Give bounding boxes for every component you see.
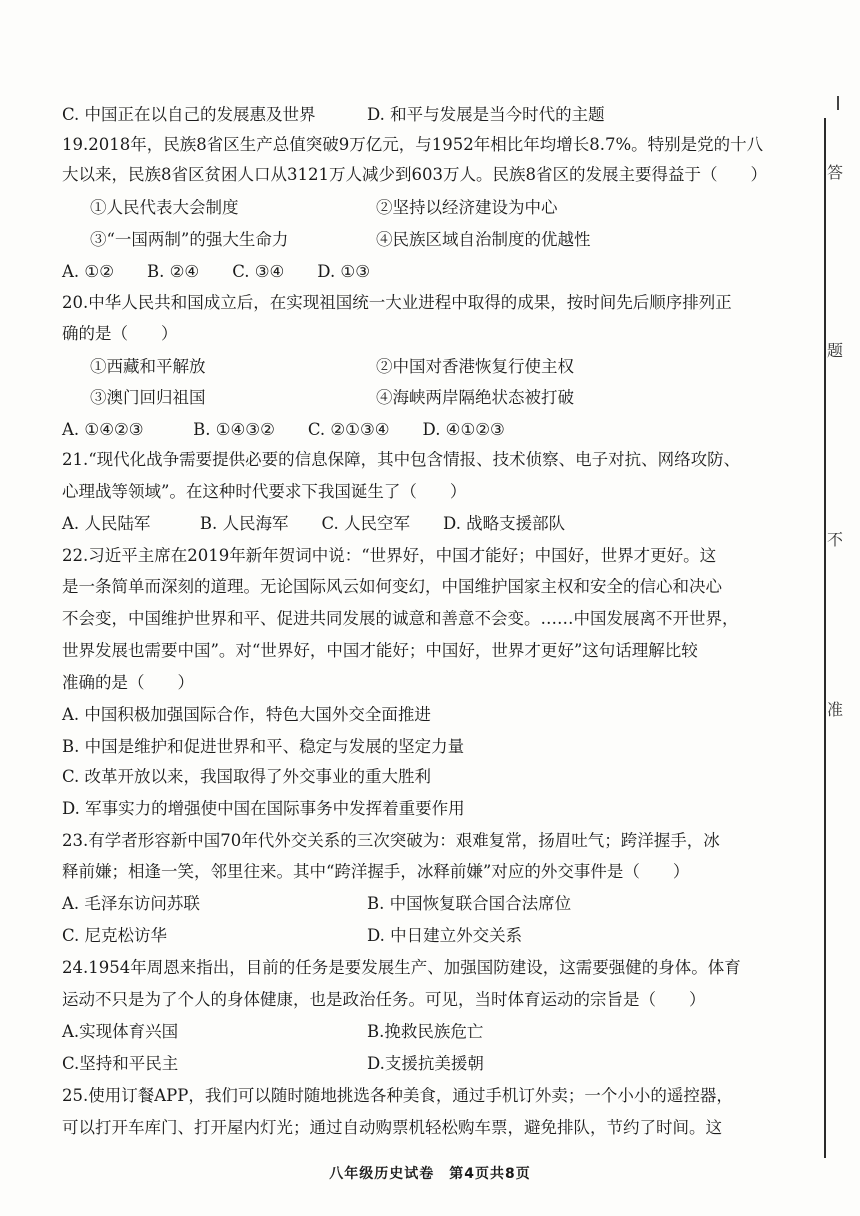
option-left: ①人民代表大会制度: [90, 198, 239, 217]
text-line: 运动不只是为了个人的身体健康，也是政治任务。可见，当时体育运动的宗旨是（ ）: [62, 990, 706, 1009]
margin-mark-1: 答: [826, 163, 843, 182]
option-right: ④海峡两岸隔绝状态被打破: [376, 388, 574, 407]
text-line: 25.使用订餐APP，我们可以随时随地挑选各种美食，通过手机订外卖；一个小小的遥控器，: [62, 1086, 733, 1105]
option-left: A.实现体育兴国: [62, 1022, 179, 1041]
text-line: 19.2018年，民族8省区生产总值突破9万亿元，与1952年相比年均增长8.7%。特别是党的十八: [62, 135, 764, 154]
margin-tick: [837, 96, 839, 110]
page-footer: 八年级历史试卷 第4页共8页: [329, 1166, 531, 1182]
option-left: ③澳门回归祖国: [90, 388, 206, 407]
option-right: B. 中国恢复联合国合法席位: [367, 894, 572, 913]
text-line: 确的是（ ）: [62, 324, 178, 343]
option-left: A. 毛泽东访问苏联: [62, 894, 200, 913]
text-line: A. 中国积极加强国际合作，特色大国外交全面推进: [62, 705, 431, 724]
option-left: C.坚持和平民主: [62, 1054, 179, 1073]
margin-mark-2: 题: [826, 341, 843, 360]
text-line: 23.有学者形容新中国70年代外交关系的三次突破为：艰难复常，扬眉吐气；跨洋握手，冰: [62, 831, 720, 850]
option-left: ①西藏和平解放: [90, 357, 206, 376]
option-right: D. 和平与发展是当今时代的主题: [367, 105, 605, 124]
option-left: ③“一国两制”的强大生命力: [90, 230, 289, 249]
option-right: D.支援抗美援朝: [367, 1054, 484, 1073]
text-line: 世界发展也需要中国”。对“世界好，中国才能好；中国好，世界才更好”这句话理解比较: [62, 641, 698, 660]
text-line: 心理战等领域”。在这种时代要求下我国诞生了（ ）: [62, 482, 467, 501]
text-line: B. 中国是维护和促进世界和平、稳定与发展的坚定力量: [62, 737, 465, 756]
text-line: 21.“现代化战争需要提供必要的信息保障，其中包含情报、技术侦察、电子对抗、网络攻防、: [62, 450, 741, 469]
binding-margin-line: [824, 118, 826, 1158]
text-line: 可以打开车库门、打开屋内灯光；通过自动购票机轻松购车票，避免排队，节约了时间。这: [62, 1118, 722, 1137]
text-line: 22.习近平主席在2019年新年贺词中说：“世界好，中国才能好；中国好，世界才更好。这: [62, 546, 717, 565]
text-line: 大以来，民族8省区贫困人口从3121万人减少到603万人。民族8省区的发展主要得益于（ ）: [62, 165, 767, 184]
text-line: 是一条简单而深刻的道理。无论国际风云如何变幻，中国维护国家主权和安全的信心和决心: [62, 577, 722, 596]
text-line: 准确的是（ ）: [62, 673, 194, 692]
option-right: D. 中日建立外交关系: [367, 926, 523, 945]
option-left: C. 尼克松访华: [62, 926, 168, 945]
option-left: C. 中国正在以自己的发展惠及世界: [62, 105, 316, 124]
option-right: ④民族区域自治制度的优越性: [376, 230, 591, 249]
margin-mark-4: 准: [826, 700, 843, 719]
text-line: A. 人民陆军 B. 人民海军 C. 人民空军 D. 战略支援部队: [62, 514, 566, 533]
text-line: C. 改革开放以来，我国取得了外交事业的重大胜利: [62, 767, 432, 786]
text-line: 24.1954年周恩来指出，目前的任务是要发展生产、加强国防建设，这需要强健的身体。体育: [62, 958, 741, 977]
margin-mark-3: 不: [826, 530, 843, 549]
option-right: B.挽救民族危亡: [367, 1022, 484, 1041]
text-line: 释前嫌；相逢一笑，邻里往来。其中“跨洋握手，冰释前嫌”对应的外交事件是（ ）: [62, 862, 690, 881]
option-right: ②坚持以经济建设为中心: [376, 198, 558, 217]
text-line: 不会变，中国维护世界和平、促进共同发展的诚意和善意不会变。……中国发展离不开世界，: [62, 609, 739, 628]
text-line: A. ①② B. ②④ C. ③④ D. ①③: [62, 262, 371, 281]
text-line: D. 军事实力的增强使中国在国际事务中发挥着重要作用: [62, 799, 465, 818]
option-right: ②中国对香港恢复行使主权: [376, 357, 574, 376]
text-line: A. ①④②③ B. ①④③② C. ②①③④ D. ④①②③: [62, 420, 505, 439]
text-line: 20.中华人民共和国成立后，在实现祖国统一大业进程中取得的成果，按时间先后顺序排列正: [62, 293, 732, 312]
